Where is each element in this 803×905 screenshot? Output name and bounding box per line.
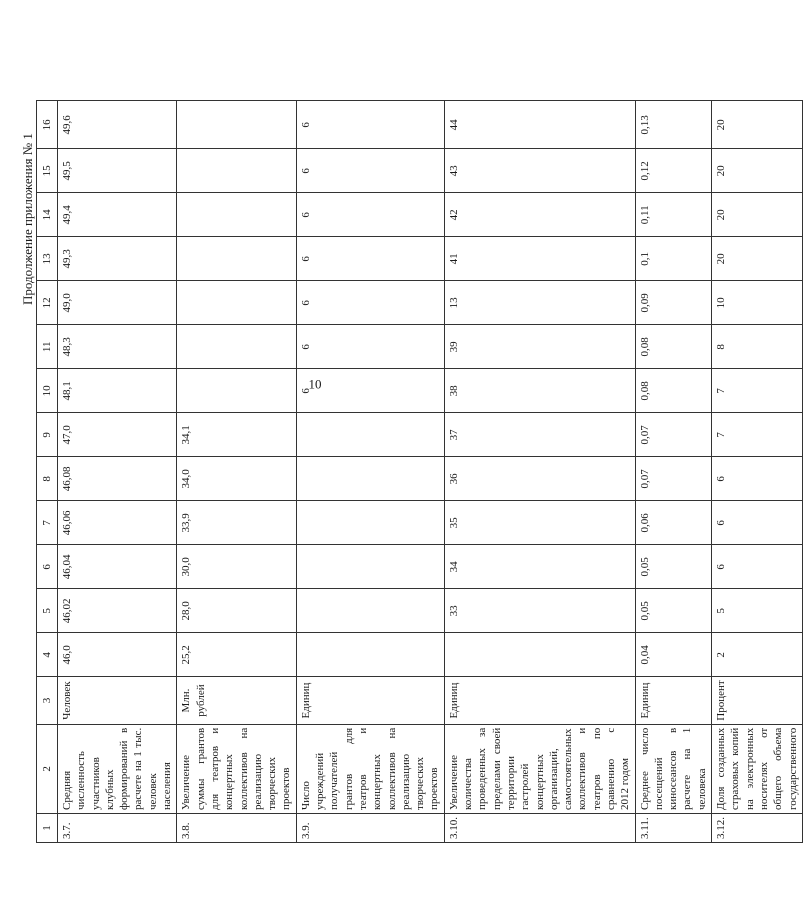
column-number: 11	[37, 325, 58, 369]
indicator-value	[444, 633, 635, 677]
indicator-value: 0,07	[635, 457, 711, 501]
row-index: 3.12.	[712, 814, 803, 843]
indicator-value: 44	[444, 101, 635, 149]
indicator-value: 6	[296, 369, 444, 413]
unit-of-measure: Человек	[58, 677, 177, 724]
indicators-table	[36, 100, 803, 843]
indicator-value: 47,0	[58, 413, 177, 457]
row-index: 3.7.	[58, 814, 177, 843]
indicator-value: 5	[712, 589, 803, 633]
indicator-value: 7	[712, 413, 803, 457]
indicator-value	[296, 501, 444, 545]
indicator-value: 41	[444, 237, 635, 281]
indicator-value: 0,09	[635, 281, 711, 325]
column-number: 9	[37, 413, 58, 457]
indicator-value: 25,2	[177, 633, 296, 677]
table-row	[712, 101, 803, 843]
indicator-value: 20	[712, 237, 803, 281]
indicator-value: 20	[712, 193, 803, 237]
indicator-value: 42	[444, 193, 635, 237]
indicator-value: 0,05	[635, 589, 711, 633]
indicator-value	[177, 101, 296, 149]
indicator-value: 48,3	[58, 325, 177, 369]
indicator-value: 0,08	[635, 369, 711, 413]
column-number: 14	[37, 193, 58, 237]
indicator-value	[296, 589, 444, 633]
indicator-value: 20	[712, 149, 803, 193]
indicator-value: 13	[444, 281, 635, 325]
appendix-note: Продолжение приложения № 1	[20, 133, 35, 305]
column-number: 15	[37, 149, 58, 193]
column-number: 5	[37, 589, 58, 633]
indicator-value: 8	[712, 325, 803, 369]
column-number: 10	[37, 369, 58, 413]
row-index: 3.10.	[444, 814, 635, 843]
page-number: 10	[308, 377, 322, 392]
indicator-name: Среднее число посещений киносеансов в расчете на 1 человека	[635, 724, 711, 813]
unit-of-measure: Единиц	[635, 677, 711, 724]
indicator-value: 0,11	[635, 193, 711, 237]
indicator-value: 6	[296, 101, 444, 149]
indicator-value: 33,9	[177, 501, 296, 545]
indicator-value: 20	[712, 101, 803, 149]
table-row	[58, 101, 177, 843]
indicator-value: 6	[296, 237, 444, 281]
indicator-value: 43	[444, 149, 635, 193]
indicator-value: 6	[712, 545, 803, 589]
indicator-value: 6	[712, 457, 803, 501]
indicator-value	[296, 545, 444, 589]
indicator-value: 0,12	[635, 149, 711, 193]
indicator-value: 34,1	[177, 413, 296, 457]
indicator-value: 0,05	[635, 545, 711, 589]
indicator-value	[177, 237, 296, 281]
unit-of-measure: Млн. рублей	[177, 677, 296, 724]
indicator-value: 35	[444, 501, 635, 545]
indicator-value: 2	[712, 633, 803, 677]
table-row	[296, 101, 444, 843]
indicator-value: 46,0	[58, 633, 177, 677]
indicator-value	[177, 281, 296, 325]
column-number: 12	[37, 281, 58, 325]
indicator-value: 6	[296, 149, 444, 193]
indicator-value: 6	[296, 281, 444, 325]
indicator-value: 34	[444, 545, 635, 589]
indicator-value	[296, 413, 444, 457]
unit-of-measure: Единиц	[444, 677, 635, 724]
column-number: 8	[37, 457, 58, 501]
indicator-value	[296, 633, 444, 677]
indicator-value: 0,08	[635, 325, 711, 369]
indicator-name: Увеличение количества проведенных за пределами своей территории гастролей концертных организаций, самостоятельных коллективов и театров по сравнению с 2012 годом	[444, 724, 635, 813]
indicator-value: 46,06	[58, 501, 177, 545]
indicator-value: 49,6	[58, 101, 177, 149]
indicator-value: 34,0	[177, 457, 296, 501]
indicator-value: 0,04	[635, 633, 711, 677]
table-row	[635, 101, 711, 843]
indicator-value: 0,1	[635, 237, 711, 281]
indicator-value	[177, 149, 296, 193]
indicator-name: Средняя численность участников клубных формирований в расчете на 1 тыс. человек населения	[58, 724, 177, 813]
indicator-value: 49,4	[58, 193, 177, 237]
column-number: 16	[37, 101, 58, 149]
indicator-value: 6	[712, 501, 803, 545]
unit-of-measure: Процент	[712, 677, 803, 724]
indicator-value: 39	[444, 325, 635, 369]
table-body	[37, 101, 803, 843]
indicator-value	[296, 457, 444, 501]
indicator-value: 6	[296, 193, 444, 237]
indicator-value: 46,04	[58, 545, 177, 589]
column-number: 13	[37, 237, 58, 281]
indicator-value: 0,07	[635, 413, 711, 457]
indicator-value: 6	[296, 325, 444, 369]
row-index: 3.8.	[177, 814, 296, 843]
table-row	[177, 101, 296, 843]
indicator-value: 49,5	[58, 149, 177, 193]
column-number: 4	[37, 633, 58, 677]
column-number: 3	[37, 677, 58, 724]
indicator-value	[177, 369, 296, 413]
indicator-value: 38	[444, 369, 635, 413]
unit-of-measure: Единиц	[296, 677, 444, 724]
indicator-value: 49,0	[58, 281, 177, 325]
indicator-value	[177, 193, 296, 237]
indicator-value: 48,1	[58, 369, 177, 413]
indicator-name: Увеличение суммы грантов для театров и концертных коллективов на реализацию творческих проектов	[177, 724, 296, 813]
indicator-value: 0,13	[635, 101, 711, 149]
column-number: 7	[37, 501, 58, 545]
indicator-value: 46,02	[58, 589, 177, 633]
indicator-value: 10	[712, 281, 803, 325]
indicator-value: 33	[444, 589, 635, 633]
row-index: 3.9.	[296, 814, 444, 843]
indicator-value: 37	[444, 413, 635, 457]
row-index: 3.11.	[635, 814, 711, 843]
indicator-name: Доля созданных страховых копий на электронных носителях от общего объема государственного	[712, 724, 803, 813]
indicator-value: 28,0	[177, 589, 296, 633]
indicator-value: 49,3	[58, 237, 177, 281]
indicator-value: 7	[712, 369, 803, 413]
indicator-value: 36	[444, 457, 635, 501]
table-row	[444, 101, 635, 843]
column-number: 6	[37, 545, 58, 589]
indicator-value: 30,0	[177, 545, 296, 589]
indicator-name: Число учреждений получателей грантов для театров и концертных коллективов на реализацию творческих проектов	[296, 724, 444, 813]
indicator-value: 46,08	[58, 457, 177, 501]
column-number: 1	[37, 814, 58, 843]
column-number: 2	[37, 724, 58, 813]
indicator-value: 0,06	[635, 501, 711, 545]
indicator-value	[177, 325, 296, 369]
column-number-row	[37, 101, 58, 843]
